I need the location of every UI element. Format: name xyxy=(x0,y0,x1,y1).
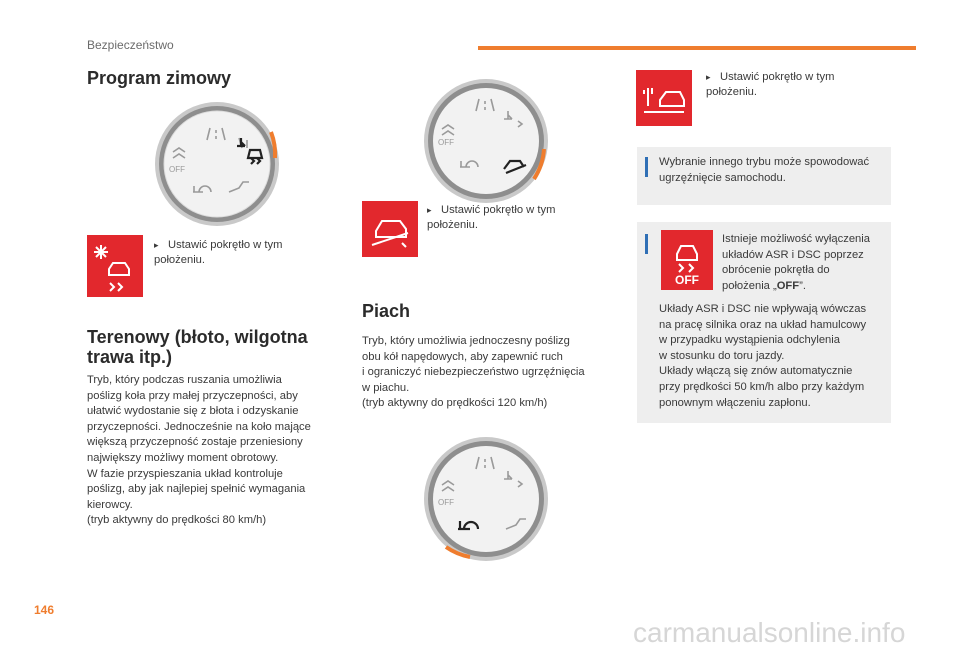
header-accent-bar xyxy=(478,46,916,50)
arrow-icon: ▸ xyxy=(706,72,711,82)
winter-knob-diagram xyxy=(153,100,281,228)
watermark: carmanualsonline.info xyxy=(633,617,906,648)
info-icon xyxy=(645,157,648,177)
sand-knob-diagram xyxy=(422,435,550,563)
svg-text:OFF: OFF xyxy=(438,498,454,507)
selector-knob-image xyxy=(422,435,550,563)
info-box-off xyxy=(637,222,891,423)
info-box-text: Wybranie innego trybu może spowodować ugrzęźnięcie samochodu. xyxy=(659,156,870,184)
sand-title: Piach xyxy=(362,301,411,321)
winter-instruction: ▸ Ustawić pokrętło w tym położeniu. xyxy=(154,239,283,266)
page-number: 146 xyxy=(34,603,55,617)
sand-paragraph: Tryb, który umożliwia jednoczesny poślizg obu kół napędowych, aby zapewnić ruch i ograniczyć niebezpieczeństwo ugrzęźnięcia w piachu. (tryb aktywny do prędkości 120 km/h) xyxy=(362,335,585,410)
section-title: Bezpieczeństwo xyxy=(87,38,174,52)
svg-text:OFF: OFF xyxy=(169,165,185,174)
mud-car-icon xyxy=(362,201,418,257)
info-box-warning xyxy=(637,147,891,205)
sand-mode-icon xyxy=(636,70,692,126)
sand-instruction: ▸ Ustawić pokrętło w tym położeniu. xyxy=(706,71,835,98)
off-mode-icon xyxy=(661,230,713,290)
winter-title: Program zimowy xyxy=(87,68,232,88)
mud-instruction: ▸ Ustawić pokrętło w tym położeniu. xyxy=(427,204,556,231)
mud-mode-icon xyxy=(362,201,418,257)
selector-knob-image xyxy=(422,77,550,205)
sand-car-icon xyxy=(636,70,692,126)
arrow-icon: ▸ xyxy=(427,205,432,215)
arrow-icon: ▸ xyxy=(154,240,159,250)
off-icon-label: OFF xyxy=(675,273,699,287)
svg-text:OFF: OFF xyxy=(438,138,454,147)
terrain-paragraph: Tryb, który podczas ruszania umożliwia poślizg koła przy małej przyczepności, aby ułatwić wydostanie się z błota i odzyskanie przyczepności. Jednocześnie na koło mające większą przyczepność zostaje przeniesiony największy możliwy moment obrotowy. W fazie przyspieszania układ kontroluje poślizg, aby jak najlepiej spełnić wymagania kierowcy. (tryb aktywny do prędkości 80 km/h) xyxy=(87,374,311,527)
info-icon xyxy=(645,234,648,254)
terrain-title: Terenowy (błoto, wilgotna trawa itp.) xyxy=(87,327,308,367)
off-car-icon xyxy=(661,230,713,290)
off-intro-text: Istnieje możliwość wyłączenia układów ASR i DSC poprzez obrócenie pokrętła do położenia „OFF”. xyxy=(722,233,870,292)
off-paragraph: Układy ASR i DSC nie wpływają wówczas na pracę silnika oraz na układ hamulcowy w przypadku wystąpienia odchylenia w stosunku do toru jazdy. Układy włączą się znów automatycznie przy prędkości 50 km/h albo przy każdym ponownym włączeniu zapłonu. xyxy=(659,303,867,409)
selector-knob-image xyxy=(153,100,281,228)
snow-car-icon xyxy=(87,235,143,297)
mud-knob-diagram xyxy=(422,77,550,205)
winter-mode-icon xyxy=(87,235,143,297)
